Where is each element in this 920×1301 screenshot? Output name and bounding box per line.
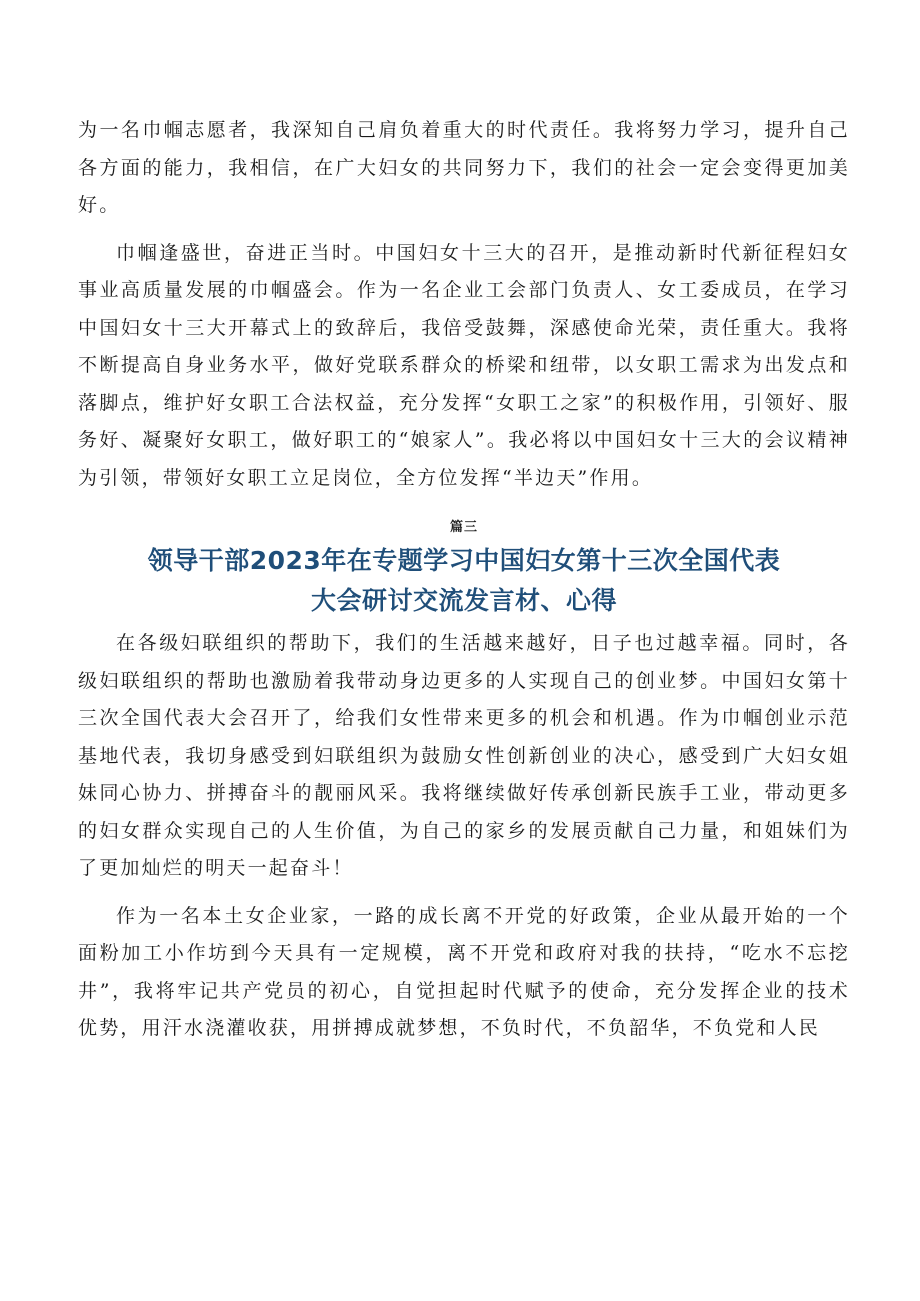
paragraph: 在各级妇联组织的帮助下，我们的生活越来越好，日子也过越幸福。同时，各级妇联组织的帮助也激励着我带动身边更多的人实现自己的创业梦。中国妇女第十三次全国代表大会召开了，给我们女性带来更多的机会和机遇。作为巾帼创业示范基地代表，我切身感受到妇联组织为鼓励女性创新创业的决心，感受到广大妇女姐妹同心协力、拼搏奋斗的靓丽风采。我将继续做好传承创新民族手工业，带动更多的妇女群众实现自己的人生价值，为自己的家乡的发展贡献自己力量，和姐妹们为了更加灿烂的明天一起奋斗！ [78,632,850,879]
section-label: 篇三 [449,520,478,535]
paragraph-continued: 为一名巾帼志愿者，我深知自己肩负着重大的时代责任。我将努力学习，提升自己各方面的能力，我相信，在广大妇女的共同努力下，我们的社会一定会变得更加美好。 [78,119,850,216]
paragraph: 巾帼逢盛世，奋进正当时。中国妇女十三大的召开，是推动新时代新征程妇女事业高质量发展的巾帼盛会。作为一名企业工会部门负责人、女工委成员，在学习中国妇女十三大开幕式上的致辞后，我倍受鼓舞，深感使命光荣，责任重大。我将不断提高自身业务水平，做好党联系群众的桥梁和纽带，以女职工需求为出发点和落脚点，维护好女职工合法权益，充分发挥“女职工之家”的积极作用，引领好、服务好、凝聚好女职工，做好职工的“娘家人”。我必将以中国妇女十三大的会议精神为引领，带领好女职工立足岗位，全方位发挥“半边天”作用。 [78,241,850,489]
article-title [78,541,850,621]
article-title-line: 大会研讨交流发言材、心得 [310,586,617,615]
document-body [78,112,850,1048]
article-title-line: 领导干部2023年在专题学习中国妇女第十三次全国代表 [147,546,781,575]
paragraph: 作为一名本土女企业家，一路的成长离不开党的好政策，企业从最开始的一个面粉加工小作坊到今天具有一定规模，离不开党和政府对我的扶持，“吃水不忘挖井”，我将牢记共产党员的初心，自觉担起时代赋予的使命，充分发挥企业的技术优势，用汗水浇灌收获，用拼搏成就梦想，不负时代，不负韶华，不负党和人民 [78,904,850,1039]
